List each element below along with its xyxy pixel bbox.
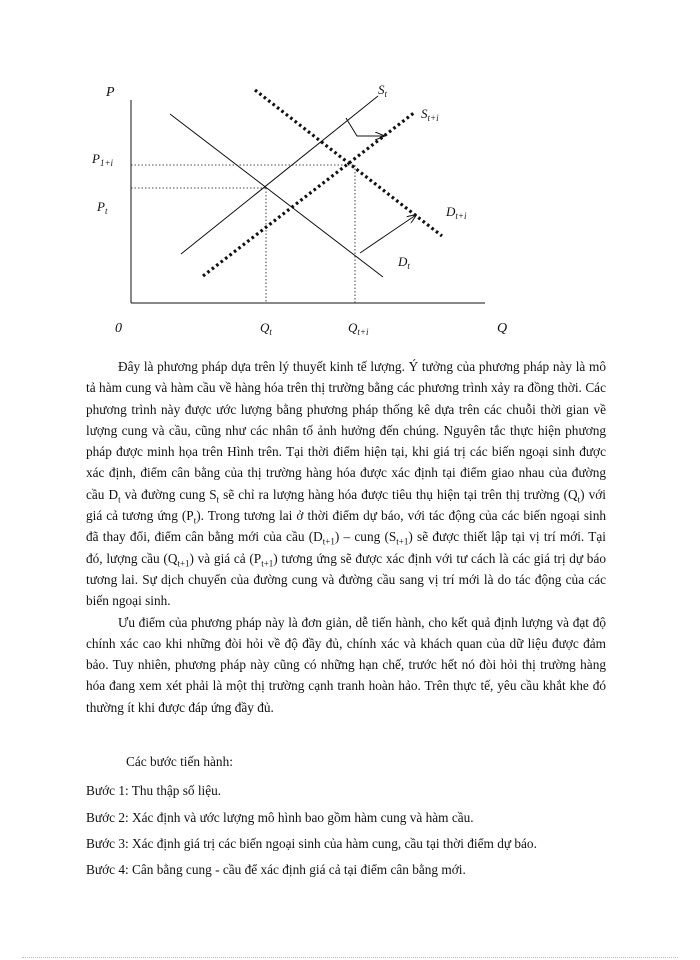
subscript: t+1 (322, 537, 335, 548)
text-run: và đường cung S (120, 486, 217, 502)
demand-shift-arrow (360, 215, 416, 253)
demand-t1-label: $D_{t+i}$ (446, 204, 467, 221)
supply-t-label: $S_t$ (378, 82, 388, 99)
step-item: Bước 4: Cân bằng cung - cầu để xác định giá cả tại điểm cân bằng mới. (86, 862, 466, 877)
supply-curve-t1 (203, 112, 415, 276)
demand-curve-t (170, 114, 383, 277)
steps-heading: Các bước tiến hành: (126, 754, 233, 769)
axis-y-label: P (106, 85, 115, 100)
subscript: t (577, 494, 581, 505)
quantity-label-current: $Q_t$ (260, 320, 272, 337)
step-item: Bước 2: Xác định và ước lượng mô hình bao gồm hàm cung và hàm cầu. (86, 810, 474, 825)
axis-x-label: Q (497, 321, 508, 336)
subscript: t+1 (396, 537, 409, 548)
subscript: t+1 (261, 558, 274, 569)
text-run: ) – cung (S (334, 529, 397, 545)
subscript: t+1 (177, 558, 190, 569)
price-label-current: $P_t$ (97, 199, 108, 216)
subscript: t (193, 515, 197, 526)
text-run: sẽ chỉ ra lượng hàng hóa được tiêu thụ hiện tại trên thị trường (Q (219, 486, 578, 502)
demand-t-label: $D_t$ (398, 254, 410, 271)
supply-demand-diagram (0, 0, 700, 345)
text-run: ) và giá cả (P (189, 550, 262, 566)
supply-t1-label: $S_{t+i}$ (421, 106, 439, 123)
quantity-label-new: $Q_{t+i}$ (348, 320, 369, 337)
text-run: Ưu điểm của phương pháp này là đơn giản, dễ tiến hành, cho kết quả định lượng và đạt độ chính xác cao khi những đòi hỏi về độ đầy đủ, chính xác và khách quan của dữ liệu được đảm bảo. Tuy nhiên, phương pháp này cũng có những hạn chế, trước hết nó đòi hỏi thị trường hàng hóa đang xem xét phải là một thị trường cạnh tranh hoàn hảo. Trên thực tế, yêu cầu khắt khe đó thường ít khi được đáp ứng đầy đủ. (86, 614, 606, 715)
paragraph-method (86, 356, 606, 612)
price-label-new: $P_{1+i}$ (92, 151, 114, 168)
paragraph-advantages (86, 612, 606, 718)
supply-curve-t (181, 96, 378, 254)
body-text (86, 356, 606, 718)
page-bottom-rule (22, 957, 678, 958)
origin-label: 0 (115, 321, 122, 336)
text-run: ) sẽ được thiết lập tại vị trí mới. Tại đó, lượng cầu (Q (86, 529, 606, 566)
step-item: Bước 3: Xác định giá trị các biến ngoại sinh của hàm cung, cầu tại thời điểm dự báo. (86, 836, 537, 851)
text-run: ). Trong tương lai ở thời điểm dự báo, với tác động của các biến ngoại sinh đã thay đổi, điểm cân bằng mới của cầu (D (86, 508, 606, 545)
text-run: ) tương ứng sẽ được xác định với tư cách là các giá trị dự báo tương lai. Sự dịch chuyển của đường cung và đường cầu sang vị trí mới là do tác động của các biến ngoại sinh. (86, 550, 606, 609)
subscript: t (118, 494, 121, 505)
step-item: Bước 1: Thu thập số liệu. (86, 783, 222, 798)
text-run: ) với giá cả tương ứng (P (86, 486, 606, 524)
subscript: t (216, 494, 220, 505)
supply-shift-arrow (346, 118, 384, 136)
text-run: Đây là phương pháp dựa trên lý thuyết kinh tế lượng. Ý tưởng của phương pháp này là mô tả hàm cung và hàm cầu về hàng hóa trên thị trường bằng các phương trình xảy ra đồng thời. Các phương trình này được ước lượng bằng phương pháp thống kê dựa trên các chuỗi thời gian về lượng cung và cầu, cũng như các nhân tố ảnh hưởng đến chúng. Nguyên tắc thực hiện phương pháp được minh họa trên Hình trên. Tại thời điểm hiện tại, khi giá trị các biến ngoại sinh được xác định, điểm cân bằng của thị trường hàng hóa được xác định tại điểm giao nhau của đường cầu D (86, 359, 606, 502)
